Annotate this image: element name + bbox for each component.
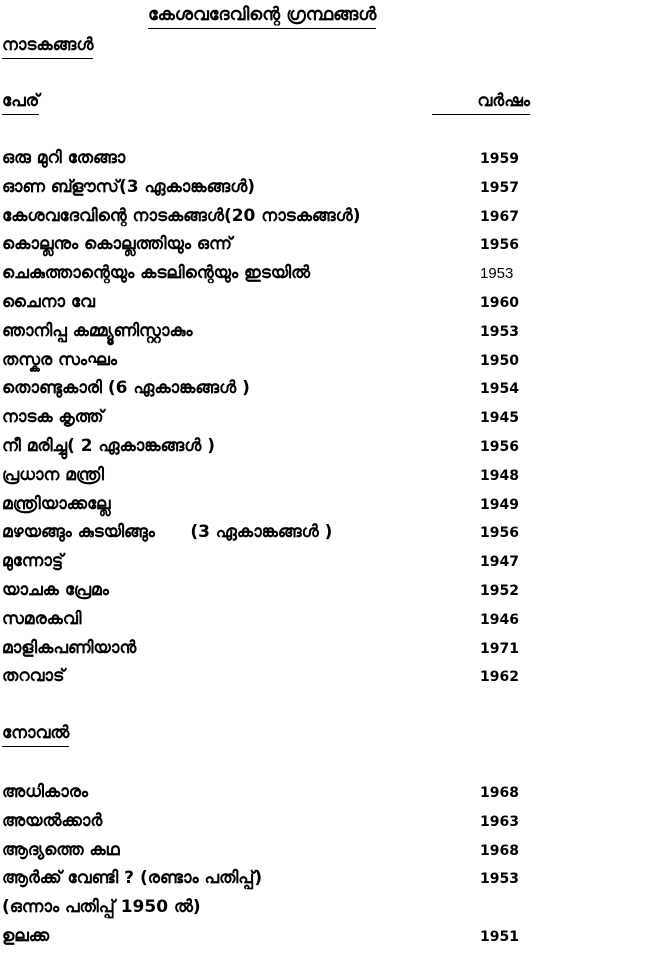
item-title: നാടക കൃത്ത് (2, 407, 104, 428)
item-title: തൊണ്ടുകാരി (6 ഏകാങ്കങ്ങൾ ) (2, 378, 250, 399)
item-title: കേശവദേവിന്റെ നാടകങ്ങൾ(20 നാടകങ്ങൾ) (2, 205, 361, 226)
item-year: 1956 (480, 525, 519, 542)
item-title: ഉലക്ക (2, 925, 50, 946)
item-year: 1953 (480, 323, 519, 340)
item-year: 1947 (480, 554, 519, 571)
item-title: മഴയങ്ങും കുടയിങ്ങും (3 ഏകാങ്കങ്ങൾ ) (2, 522, 333, 543)
item-title: ഒരു മുറി തേങ്ങാ (2, 148, 126, 168)
item-year: 1968 (480, 785, 519, 801)
item-year: 1971 (480, 640, 519, 657)
item-title: മുന്നോട്ട് (2, 551, 64, 572)
item-year: 1960 (480, 294, 519, 311)
item-title: മന്ത്രിയാക്കല്ലേ (2, 493, 111, 514)
item-title: ഞാനിപ്പ കമ്മ്യൂണിസ്റ്റാകും (2, 320, 193, 341)
item-year: 1956 (480, 237, 519, 254)
item-year: 1968 (480, 842, 519, 859)
item-title: മാളികപണിയാൻ (2, 637, 137, 658)
item-year: 1956 (480, 438, 519, 455)
item-year: 1957 (480, 179, 519, 196)
page-title: കേശവദേവിന്റെ ഗ്രന്ഥങ്ങൾ (148, 4, 376, 29)
item-year: 1959 (480, 151, 519, 167)
item-title: ഓണ ബ്ളൗസ്(3 ഏകാങ്കങ്ങൾ) (2, 176, 256, 197)
item-year: 1963 (480, 813, 519, 830)
item-year: 1948 (480, 467, 519, 484)
column-header-name: പേര് (2, 90, 39, 115)
item-year: 1967 (480, 208, 519, 225)
item-year: 1952 (480, 582, 519, 599)
item-title: ആദ്യത്തെ കഥ (2, 839, 120, 860)
item-year: 1945 (480, 410, 519, 427)
item-year: 1954 (480, 381, 519, 398)
item-year: 1946 (480, 611, 519, 628)
section-heading-novels: നോവൽ (2, 722, 69, 747)
item-title: തറവാട് (2, 666, 65, 687)
item-title: സമരകവി (2, 608, 82, 629)
section-heading-plays: നാടകങ്ങൾ (2, 34, 93, 59)
item-year: 1962 (480, 669, 519, 686)
item-year: 1950 (480, 352, 519, 369)
item-year: 1953 (480, 871, 519, 888)
item-title: അധികാരം (2, 782, 89, 802)
item-title: പ്രധാന മന്ത്രി (2, 464, 104, 485)
item-title: യാചക പ്രേമം (2, 579, 109, 600)
column-header-year: വർഷം (432, 90, 530, 115)
item-title: ചെകുത്താന്റെയും കടലിന്റെയും ഇടയിൽ (2, 263, 311, 284)
item-title: തസ്കര സംഘം (2, 349, 117, 370)
item-title: ചൈനാ വേ (2, 291, 95, 312)
item-year: 1953 (480, 265, 514, 283)
item-title: നീ മരിച്ചു( 2 ഏകാങ്കങ്ങൾ ) (2, 435, 215, 456)
item-title: കൊല്ലനും കൊല്ലത്തിയും ഒന്ന് (2, 234, 232, 255)
item-title: ആർക്ക് വേണ്ടി ? (രണ്ടാം പതിപ്പ്) (2, 868, 263, 889)
item-title: (ഒന്നാം പതിപ്പ് 1950 ൽ) (2, 897, 201, 918)
item-title: അയൽക്കാർ (2, 810, 103, 831)
item-year: 1951 (480, 928, 519, 945)
item-year: 1949 (480, 496, 519, 513)
